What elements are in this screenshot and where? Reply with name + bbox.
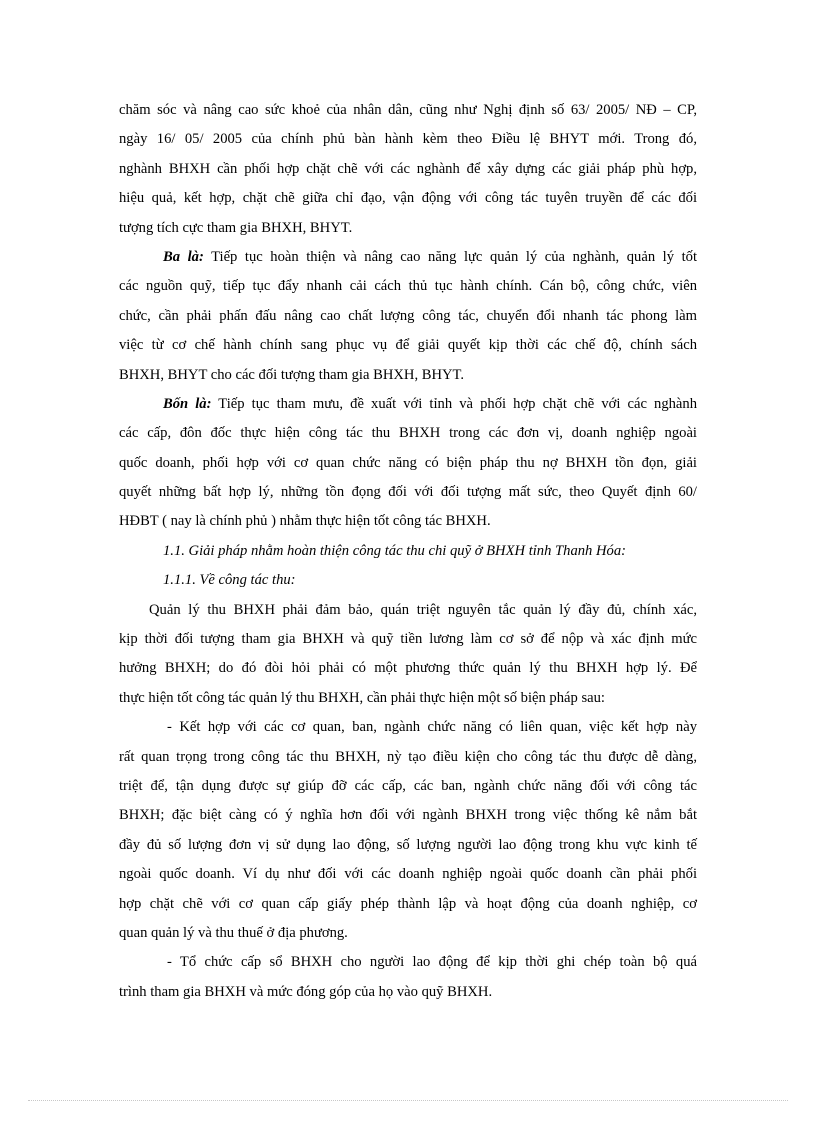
text-line [119, 243, 697, 272]
paragraph-cap-so [119, 948, 697, 1007]
page-bottom-rule [28, 1100, 788, 1101]
text-run: Tiếp tục tham mưu, đề xuất với tỉnh và phối hợp chặt chẽ với các nghành [211, 395, 697, 412]
paragraph-ket-hop [119, 713, 697, 948]
text-line: hưởng BHXH; do đó đòi hỏi phải có một phương thức quản lý thu BHXH hợp lý. Để [119, 660, 697, 677]
section-heading: 1.1. Giải pháp nhằm hoàn thiện công tác thu chi quỹ ở BHXH tỉnh Thanh Hóa: [163, 542, 626, 559]
paragraph-label: Ba là: [163, 248, 204, 265]
text-line: tượng tích cực tham gia BHXH, BHYT. [119, 219, 353, 236]
text-line: ngoài quốc doanh. Ví dụ như đối với các doanh nghiệp ngoài quốc doanh cần phải phối [119, 866, 697, 883]
paragraph-thu-bhxh [119, 596, 697, 714]
text-line: ngày 16/ 05/ 2005 của chính phủ bàn hành kèm theo Điều lệ BHYT mới. Trong đó, [119, 131, 697, 148]
text-line [119, 390, 697, 419]
text-line: quan quản lý và thu thuế ở địa phương. [119, 924, 348, 941]
text-line: các cấp, đôn đốc thực hiện công tác thu BHXH trong các đơn vị, doanh nghiệp ngoài [119, 425, 697, 442]
paragraph-continuation [119, 96, 697, 243]
text-run: Tiếp tục hoàn thiện và nâng cao năng lực quản lý của nghành, quản lý tốt [203, 248, 698, 265]
text-line: BHXH; đặc biệt càng có ý nghĩa hơn đối với ngành BHXH trong việc thống kê nắm bắt [119, 807, 697, 824]
text-line: BHXH, BHYT cho các đối tượng tham gia BHXH, BHYT. [119, 366, 465, 383]
text-line: các nguồn quỹ, tiếp tục đẩy nhanh cải cách thủ tục hành chính. Cán bộ, công chức, viên [119, 278, 697, 295]
text-line: đầy đủ số lượng đơn vị sử dụng lao động, số lượng người lao động trong khu vực kinh tế [119, 836, 697, 853]
text-line: chức, cần phải phấn đấu nâng cao chất lượng công tác, chuyển đổi nhanh tác phong làm [119, 307, 697, 324]
text-line: trình tham gia BHXH và mức đóng góp của họ vào quỹ BHXH. [119, 983, 493, 1000]
paragraph-ba-la [119, 243, 697, 390]
text-line: kịp thời đối tượng tham gia BHXH và quỹ tiền lương làm cơ sở để nộp và xác định mức [119, 631, 697, 648]
text-line: quyết những bất hợp lý, những tồn đọng đối với đối tượng mất sức, theo Quyết định 60/ [119, 484, 697, 501]
text-line: thực hiện tốt công tác quản lý thu BHXH, cần phải thực hiện một số biện pháp sau: [119, 689, 605, 706]
text-line: quốc doanh, phối hợp với cơ quan chức năng có biện pháp thu nợ BHXH tồn đọn, giải [119, 454, 697, 471]
text-line: hợp chặt chẽ với cơ quan cấp giấy phép thành lập và hoạt động của doanh nghiệp, cơ [119, 895, 697, 912]
text-line: rất quan trọng trong công tác thu BHXH, nỳ tạo điều kiện cho công tác thu được dễ dàng, [119, 748, 697, 765]
text-line: việc từ cơ chế hành chính sang phục vụ để giải quyết kịp thời các chế độ, chính sách [119, 337, 697, 354]
document-page [119, 96, 697, 1007]
text-line: - Kết hợp với các cơ quan, ban, ngành chức năng có liên quan, việc kết hợp này [167, 719, 697, 736]
text-line: triệt để, tận dụng được sự giúp đỡ các cấp, các ban, ngành chức năng đối với công tác [119, 777, 697, 794]
text-line: hiệu quả, kết hợp, chặt chẽ giữa chỉ đạo, vận động với công tác tuyên truyền để các đối [119, 190, 697, 207]
text-line: HĐBT ( nay là chính phủ ) nhằm thực hiện tốt công tác BHXH. [119, 513, 491, 530]
text-line: - Tổ chức cấp sổ BHXH cho người lao động để kịp thời ghi chép toàn bộ quá [167, 954, 697, 971]
paragraph-label: Bốn là: [163, 395, 212, 412]
subsection-heading: 1.1.1. Về công tác thu: [163, 572, 296, 589]
paragraph-bon-la [119, 390, 697, 537]
text-line: nghành BHXH cần phối hợp chặt chẽ với các nghành để xây dựng các giải pháp phù hợp, [119, 160, 697, 177]
text-line: Quản lý thu BHXH phải đảm bảo, quán triệt nguyên tắc quản lý đầy đủ, chính xác, [149, 601, 697, 618]
text-line: chăm sóc và nâng cao sức khoẻ của nhân dân, cũng như Nghị định số 63/ 2005/ NĐ – CP, [119, 102, 697, 118]
